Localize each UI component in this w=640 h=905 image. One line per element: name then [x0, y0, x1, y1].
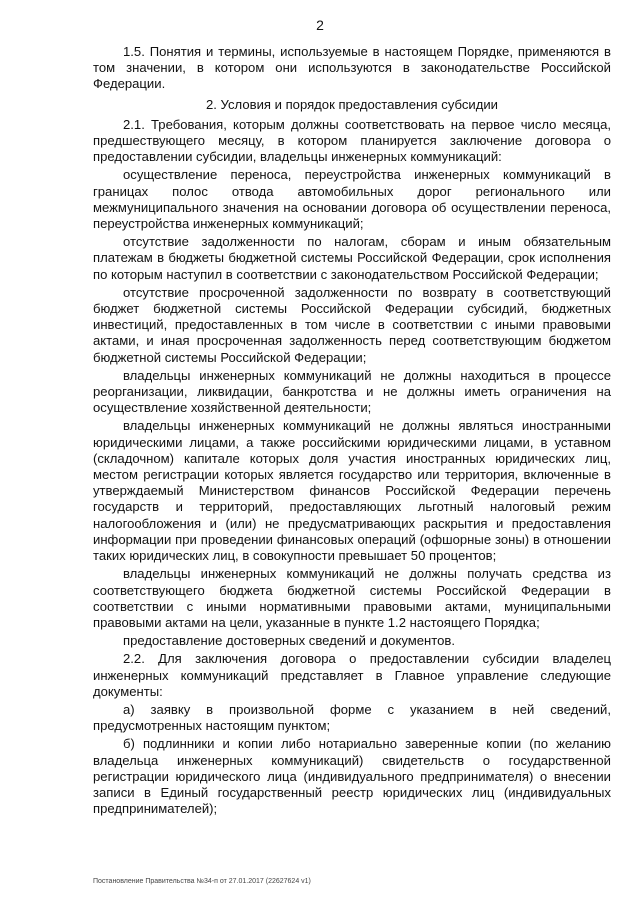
requirement-transfer: осуществление переноса, переустройства инженерных коммуникаций в границах полос отвода автомобильных дорог регионального или межмуниципального значения на основании договора об осуществлении переноса, переустройства инженерных коммуникаций; [93, 167, 611, 232]
document-body [93, 44, 611, 819]
requirement-not-foreign: владельцы инженерных коммуникаций не должны являться иностранными юридическими лицами, а также российскими юридическими лицами, в уставном (складочном) капитале которых доля участия иностранных юридических лиц, местом регистрации которых является государство или территория, включенные в утверждаемый Министерством финансов Российской Федерации перечень государств и территорий, предоставляющих льготный налоговый режим налогообложения и (или) не предусматривающих раскрытия и предоставления информации при проведении финансовых операций (офшорные зоны) в отношении таких юридических лиц, в совокупности превышает 50 процентов; [93, 418, 611, 564]
paragraph-1-5: 1.5. Понятия и термины, используемые в настоящем Порядке, применяются в том значении, в котором они используются в законодательстве Российской Федерации. [93, 44, 611, 92]
paragraph-2-2: 2.2. Для заключения договора о предоставлении субсидии владелец инженерных коммуникаций представляет в Главное управление следующие документы: [93, 651, 611, 699]
item-a: а) заявку в произвольной форме с указанием в ней сведений, предусмотренных настоящим пунктом; [93, 701, 611, 734]
requirement-no-other-funds: владельцы инженерных коммуникаций не должны получать средства из соответствующего бюджета бюджетной системы Российской Федерации в соответствии с иными нормативными правовыми актами, муниципальными правовыми актами на цели, указанные в пункте 1.2 настоящего Порядка; [93, 566, 611, 630]
section-heading: 2. Условия и порядок предоставления субсидии [206, 96, 498, 112]
requirement-no-overdue-debt: отсутствие просроченной задолженности по возврату в соответствующий бюджет бюджетной системы Российской Федерации субсидий, бюджетных инвестиций, предоставленных в том числе в соответствии с иными правовыми актами, и иная просроченная задолженность перед соответствующим бюджетом бюджетной системы Российской Федерации; [93, 284, 611, 365]
requirement-no-tax-debt: отсутствие задолженности по налогам, сборам и иным обязательным платежам в бюджеты бюджетной системы Российской Федерации, срок исполнения по которым наступил в соответствии с законодательством Российской Федерации; [93, 234, 611, 282]
requirement-reliable-info: предоставление достоверных сведений и документов. [123, 633, 455, 649]
requirement-not-reorganizing: владельцы инженерных коммуникаций не должны находиться в процессе реорганизации, ликвидации, банкротства и не должны иметь ограничения на осуществление хозяйственной деятельности; [93, 367, 611, 416]
paragraph-2-1: 2.1. Требования, которым должны соответствовать на первое число месяца, предшествующего месяцу, в котором планируется заключение договора о предоставлении субсидии, владельцы инженерных коммуникаций: [93, 116, 611, 165]
item-b: б) подлинники и копии либо нотариально заверенные копии (по желанию владельца инженерных коммуникаций) свидетельств о государственной регистрации юридического лица (индивидуального предпринимателя) о внесении записи в Единый государственный реестр юридических лиц (индивидуальных предпринимателей); [93, 736, 611, 817]
document-footer: Постановление Правительства №34-п от 27.01.2017 (22627624 v1) [93, 878, 311, 885]
page-number: 2 [316, 17, 324, 33]
